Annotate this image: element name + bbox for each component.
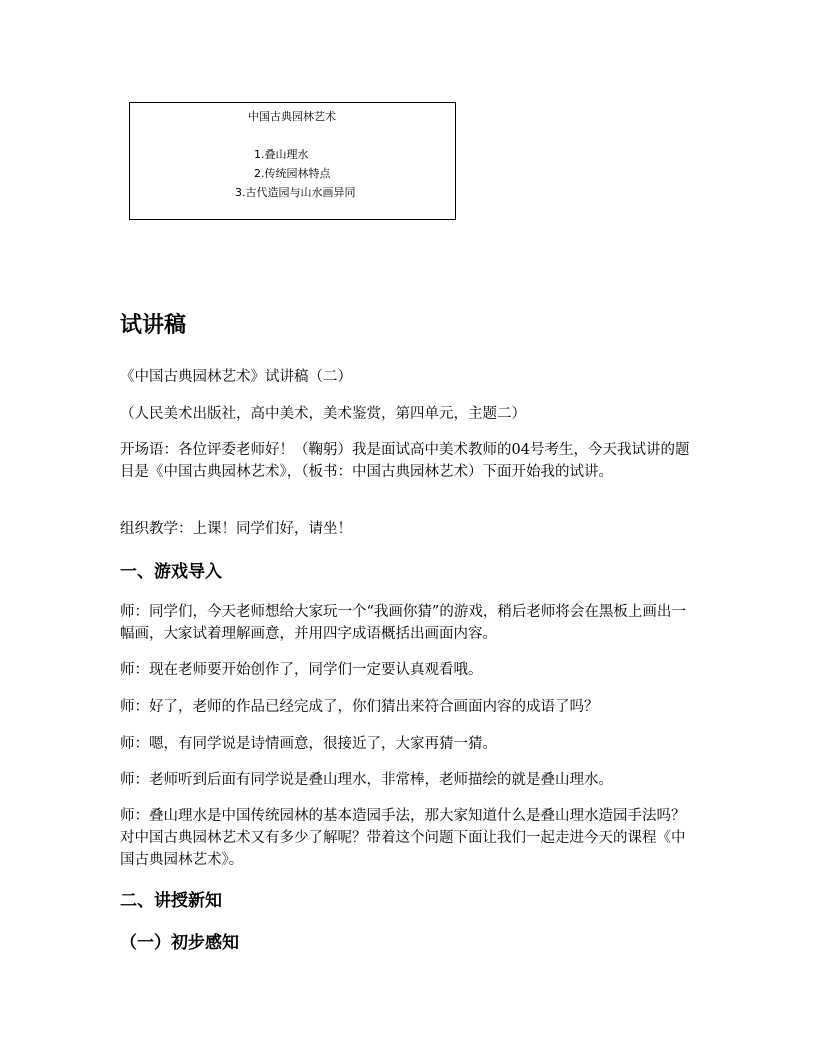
subsection-heading-initial-perception: （一）初步感知 bbox=[120, 933, 239, 953]
dialogue-paragraph: 师：同学们，今天老师想给大家玩一个“我画你猜”的游戏，稍后老师将会在黑板上画出一幅画，大家试着理解画意，并用四字成语概括出画面内容。 bbox=[120, 604, 686, 642]
blackboard-outline bbox=[129, 102, 456, 220]
blackboard-item: 2.传统园林特点 bbox=[254, 167, 331, 180]
section-heading-new-knowledge: 二、讲授新知 bbox=[120, 891, 222, 911]
document-subtitle: 《中国古典园林艺术》试讲稿（二） bbox=[120, 369, 352, 385]
opening-paragraph: 开场语：各位评委老师好！（鞠躬）我是面试高中美术教师的04号考生，今天我试讲的题目是《中国古典园林艺术》，（板书：中国古典园林艺术）下面开始我的试讲。 bbox=[120, 442, 690, 480]
dialogue-paragraph: 师：现在老师要开始创作了，同学们一定要认真观看哦。 bbox=[120, 662, 483, 678]
section-heading-game-intro: 一、游戏导入 bbox=[120, 562, 222, 582]
organize-paragraph: 组织教学：上课！同学们好，请坐！ bbox=[120, 521, 352, 537]
blackboard-item: 3.古代造园与山水画异同 bbox=[235, 186, 356, 199]
dialogue-paragraph: 师：嗯，有同学说是诗情画意，很接近了，大家再猜一猜。 bbox=[120, 736, 497, 752]
dialogue-paragraph: 师：叠山理水是中国传统园林的基本造园手法，那大家知道什么是叠山理水造园手法吗？对中国古典园林艺术又有多少了解呢？带着这个问题下面让我们一起走进今天的课程《中国古典园林艺术》。 bbox=[120, 808, 686, 868]
blackboard-title: 中国古典园林艺术 bbox=[248, 110, 336, 123]
source-note: （人民美术出版社，高中美术，美术鉴赏，第四单元，主题二） bbox=[120, 406, 526, 422]
dialogue-paragraph: 师：老师听到后面有同学说是叠山理水，非常棒，老师描绘的就是叠山理水。 bbox=[120, 772, 613, 788]
document-title: 试讲稿 bbox=[120, 313, 187, 338]
dialogue-paragraph: 师：好了，老师的作品已经完成了，你们猜出来符合画面内容的成语了吗？ bbox=[120, 699, 599, 715]
blackboard-item: 1.叠山理水 bbox=[254, 148, 309, 161]
